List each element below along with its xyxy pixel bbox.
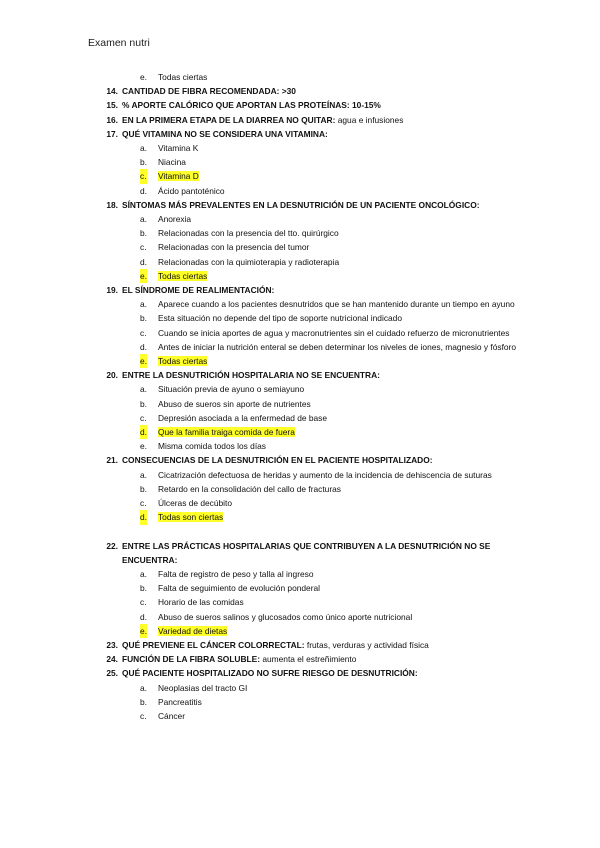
answer-option xyxy=(100,567,530,581)
answer-option xyxy=(100,482,530,496)
option-letter: e. xyxy=(140,441,147,452)
answer-option xyxy=(100,468,530,482)
option-text: Ácido pantoténico xyxy=(158,185,225,196)
question-number: 15. xyxy=(106,100,118,111)
question-number: 22. xyxy=(106,540,118,551)
option-letter: c. xyxy=(140,412,147,423)
question-answer: agua e infusiones xyxy=(335,114,404,125)
answer-option xyxy=(100,425,530,439)
option-text: Pancreatitis xyxy=(158,696,202,707)
answer-option xyxy=(100,311,530,325)
option-letter: e. xyxy=(140,624,147,638)
question-text: ENTRE LAS PRÁCTICAS HOSPITALARIAS QUE CONTRIBUYEN A LA DESNUTRICIÓN NO SE ENCUENTRA: xyxy=(122,540,491,565)
answer-option xyxy=(100,439,530,453)
option-text: Cicatrización defectuosa de heridas y aumento de la incidencia de dehiscencia de suturas xyxy=(158,469,492,480)
option-letter: c. xyxy=(140,597,147,608)
option-text: Relacionadas con la quimioterapia y radioterapia xyxy=(158,256,340,267)
exam-content xyxy=(100,70,530,723)
answer-option xyxy=(100,297,530,311)
option-letter: d. xyxy=(140,256,147,267)
option-letter: b. xyxy=(140,583,147,594)
highlighted-answer: Vitamina D xyxy=(158,171,199,182)
question xyxy=(100,113,530,127)
option-letter: d. xyxy=(140,185,147,196)
option-text: Todas ciertas xyxy=(158,72,208,82)
option-text: Falta de registro de peso y talla al ingreso xyxy=(158,568,314,579)
option-letter: d. xyxy=(140,425,147,439)
option-letter: a. xyxy=(140,384,147,395)
question-text: EN LA PRIMERA ETAPA DE LA DIARREA NO QUITAR: xyxy=(122,114,336,125)
option-letter: b. xyxy=(140,313,147,324)
question xyxy=(100,638,530,652)
answer-option xyxy=(100,624,530,638)
option-letter: a. xyxy=(140,143,147,154)
option-text: Depresión asociada a la enfermedad de base xyxy=(158,412,328,423)
option-letter: b. xyxy=(140,696,147,707)
question-text: FUNCIÓN DE LA FIBRA SOLUBLE: xyxy=(122,654,261,665)
question-text: QUÉ PREVIENE EL CÁNCER COLORRECTAL: xyxy=(122,639,305,650)
option-text: Falta de seguimiento de evolución ponderal xyxy=(158,583,321,594)
question-number: 17. xyxy=(106,128,118,139)
question-number: 19. xyxy=(106,285,118,296)
answer-option xyxy=(100,169,530,183)
option-letter: b. xyxy=(140,228,147,239)
option-text: Situación previa de ayuno o semiayuno xyxy=(158,384,305,395)
question xyxy=(100,98,530,112)
question-answer: frutas, verduras y actividad física xyxy=(304,639,429,650)
option-text: Anorexia xyxy=(158,214,192,225)
option-text: Aparece cuando a los pacientes desnutridos que se han mantenido durante un tiempo en ayuno xyxy=(158,299,515,310)
option-text: Horario de las comidas xyxy=(158,597,244,608)
answer-option xyxy=(100,255,530,269)
question xyxy=(100,539,530,567)
option-letter: b. xyxy=(140,483,147,494)
option-letter: b. xyxy=(140,398,147,409)
question-text: QUÉ VITAMINA NO SE CONSIDERA UNA VITAMINA: xyxy=(122,128,328,139)
answer-option xyxy=(100,681,530,695)
option-letter: e. xyxy=(140,72,147,82)
option-letter: a. xyxy=(140,682,147,693)
answer-option xyxy=(100,382,530,396)
question-number: 14. xyxy=(106,86,118,97)
option-letter: c. xyxy=(140,169,147,183)
option-text: Úlceras de decúbito xyxy=(158,498,233,509)
highlighted-answer: Todas ciertas xyxy=(158,356,208,367)
option-letter: e. xyxy=(140,269,147,283)
question xyxy=(100,666,530,680)
option-letter: a. xyxy=(140,299,147,310)
option-text: Abuso de sueros sin aporte de nutrientes xyxy=(158,398,311,409)
question-text: EL SÍNDROME DE REALIMENTACIÓN: xyxy=(122,285,275,296)
question xyxy=(100,127,530,141)
highlighted-answer: Todas son ciertas xyxy=(158,512,224,523)
question-number: 18. xyxy=(106,199,118,210)
question-text: QUÉ PACIENTE HOSPITALIZADO NO SUFRE RIESGO DE DESNUTRICIÓN: xyxy=(122,668,418,679)
option-text: Cuando se inicia aportes de agua y macronutrientes sin el cuidado refuerzo de micronutrientes xyxy=(158,327,510,338)
option-text: Niacina xyxy=(158,157,186,168)
question-number: 23. xyxy=(106,639,118,650)
question-number: 25. xyxy=(106,668,118,679)
blank-line xyxy=(100,525,530,539)
page-header: Examen nutri xyxy=(88,37,150,49)
option-letter: a. xyxy=(140,568,147,579)
question-number: 24. xyxy=(106,654,118,665)
answer-option xyxy=(100,155,530,169)
option-letter: a. xyxy=(140,469,147,480)
option-text: Retardo en la consolidación del callo de fracturas xyxy=(158,483,341,494)
question-text: CONSECUENCIAS DE LA DESNUTRICIÓN EN EL PACIENTE HOSPITALIZADO: xyxy=(122,455,433,466)
question xyxy=(100,652,530,666)
answer-option xyxy=(100,240,530,254)
option-text: Vitamina K xyxy=(158,143,199,154)
option-text: Abuso de sueros salinos y glucosados como único aporte nutricional xyxy=(158,611,413,622)
option-letter: a. xyxy=(140,214,147,225)
question xyxy=(100,283,530,297)
option-text: Neoplasias del tracto GI xyxy=(158,682,248,693)
question-text: ENTRE LA DESNUTRICIÓN HOSPITALARIA NO SE ENCUENTRA: xyxy=(122,370,380,381)
answer-option xyxy=(100,340,530,354)
question-text: SÍNTOMAS MÁS PREVALENTES EN LA DESNUTRICIÓN DE UN PACIENTE ONCOLÓGICO: xyxy=(122,199,480,210)
option-letter: c. xyxy=(140,710,147,721)
option-text: Misma comida todos los días xyxy=(158,441,266,452)
highlighted-answer: Variedad de dietas xyxy=(158,625,228,636)
highlighted-answer: Todas ciertas xyxy=(158,270,208,281)
question-answer: aumenta el estreñimiento xyxy=(260,654,357,665)
answer-option xyxy=(100,709,530,723)
option-text: Antes de iniciar la nutrición enteral se deben determinar los niveles de iones, magnesio y fósforo xyxy=(158,341,516,352)
option-letter: b. xyxy=(140,157,147,168)
question xyxy=(100,198,530,212)
answer-option xyxy=(100,610,530,624)
option-letter: e. xyxy=(140,354,147,368)
question-number: 20. xyxy=(106,370,118,381)
answer-option xyxy=(100,226,530,240)
option-text: Cáncer xyxy=(158,710,185,721)
question xyxy=(100,368,530,382)
option-letter: c. xyxy=(140,242,147,253)
question-number: 16. xyxy=(106,114,118,125)
answer-option xyxy=(100,326,530,340)
option-text: Relacionadas con la presencia del tumor xyxy=(158,242,310,253)
option-letter: d. xyxy=(140,611,147,622)
option-text: Esta situación no depende del tipo de soporte nutricional indicado xyxy=(158,313,402,324)
question-text: % APORTE CALÓRICO QUE APORTAN LAS PROTEÍNAS: 10-15% xyxy=(122,100,381,111)
question-number: 21. xyxy=(106,455,118,466)
answer-option xyxy=(100,496,530,510)
answer-option xyxy=(100,695,530,709)
answer-option xyxy=(100,212,530,226)
answer-option xyxy=(100,581,530,595)
answer-option xyxy=(100,141,530,155)
answer-option xyxy=(100,70,530,84)
answer-option xyxy=(100,595,530,609)
question xyxy=(100,84,530,98)
answer-option xyxy=(100,397,530,411)
option-letter: d. xyxy=(140,341,147,352)
option-letter: c. xyxy=(140,498,147,509)
option-letter: c. xyxy=(140,327,147,338)
answer-option xyxy=(100,269,530,283)
option-letter: d. xyxy=(140,510,147,524)
answer-option xyxy=(100,354,530,368)
option-text: Relacionadas con la presencia del tto. quirúrgico xyxy=(158,228,339,239)
highlighted-answer: Que la familia traiga comida de fuera xyxy=(158,427,295,438)
answer-option xyxy=(100,411,530,425)
answer-option xyxy=(100,510,530,524)
question-text: CANTIDAD DE FIBRA RECOMENDADA: >30 xyxy=(122,86,296,97)
question xyxy=(100,453,530,467)
answer-option xyxy=(100,184,530,198)
